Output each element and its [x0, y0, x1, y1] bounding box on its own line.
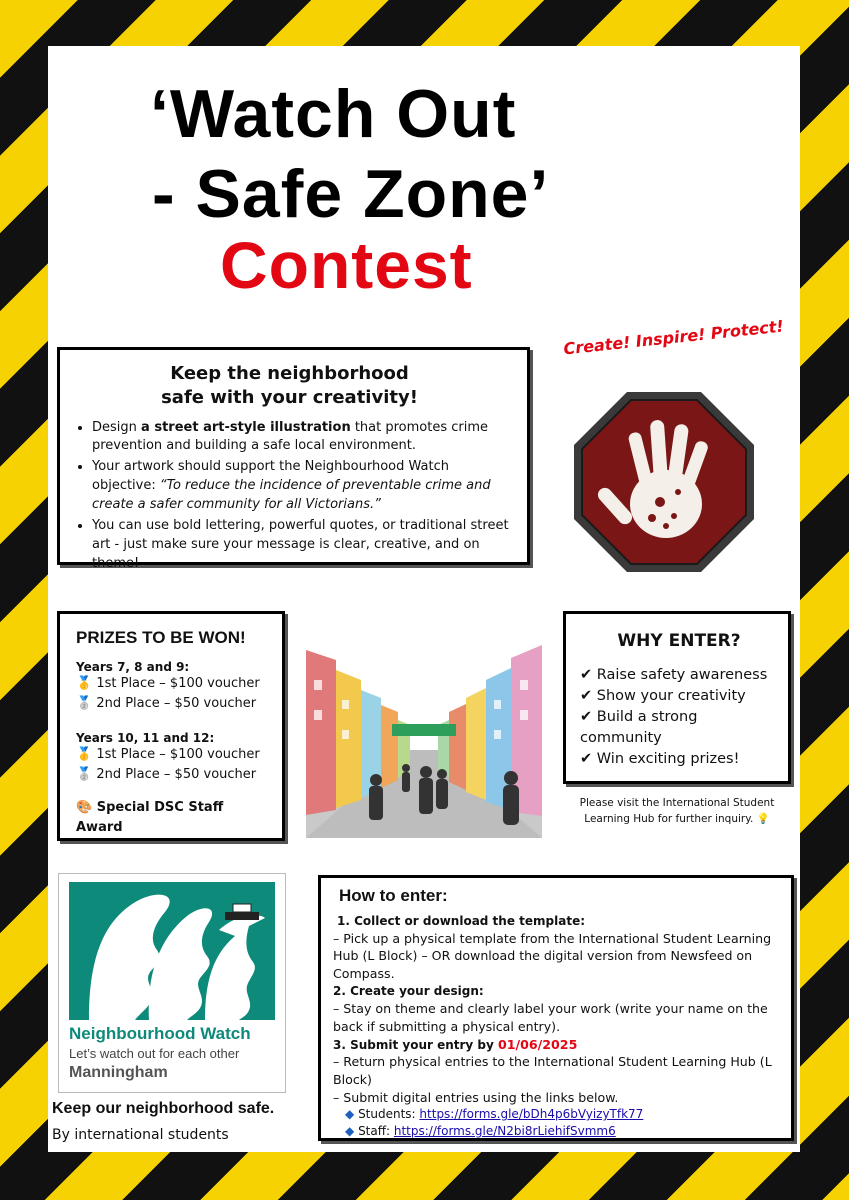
checkmark-icon: ✔ — [580, 666, 593, 683]
palette-icon: 🎨 — [76, 800, 93, 815]
special-award: 🎨 Special DSC Staff Award — [76, 800, 224, 835]
title-contest: Contest — [220, 228, 473, 302]
intro-bullet-3: • You can use bold lettering, powerful quotes, or traditional street art - just make sure your message is clear, creative, and on theme! — [92, 517, 513, 574]
checkmark-icon: ✔ — [580, 708, 593, 725]
intro-bullet-1: • Design a street art-style illustration that promotes crime prevention and building a safe local environment. — [92, 419, 513, 457]
slogan: Create! Inspire! Protect! — [562, 316, 785, 359]
prize-juniors-first: 🥇 1st Place – $100 voucher — [76, 676, 260, 691]
students-form-link[interactable]: https://forms.gle/bDh4p6bVyizyTfk77 — [419, 1107, 644, 1122]
how-heading: How to enter: — [339, 886, 448, 905]
footer-byline: By international students — [52, 1127, 229, 1143]
diamond-bullet-icon: ◆ — [345, 1123, 355, 1138]
checkmark-icon: ✔ — [580, 687, 593, 704]
why-heading: WHY ENTER? — [617, 631, 741, 651]
why-item-2: ✔ Show your creativity — [580, 687, 746, 704]
gold-medal-icon: 🥇 — [76, 747, 93, 762]
step-3-text-1: – Return physical entries to the International Student Learning Hub (L Block) — [333, 1054, 772, 1087]
step-3-text-2: – Submit digital entries using the links below. — [333, 1089, 619, 1105]
prizes-heading: PRIZES TO BE WON! — [76, 628, 246, 647]
prize-seniors-first: 🥇 1st Place – $100 voucher — [76, 747, 260, 762]
staff-form-link[interactable]: https://forms.gle/N2bi8rLiehifSvmm6 — [393, 1123, 616, 1138]
why-item-4: ✔ Win exciting prizes! — [580, 751, 740, 767]
prize-seniors-second: 🥈 2nd Place – $50 voucher — [76, 766, 257, 782]
step-2-text: – Stay on theme and clearly label your work (write your name on the back if submitting a physical entry). — [333, 1001, 768, 1034]
gold-medal-icon: 🥇 — [76, 676, 93, 691]
prize-group-juniors: Years 7, 8 and 9: — [76, 660, 190, 674]
why-item-3: ✔ Build a strong community — [580, 708, 698, 746]
intro-heading-1: Keep the neighborhood — [170, 363, 409, 384]
street-scene-illustration — [306, 640, 542, 838]
faces-silhouette-icon — [69, 882, 275, 1020]
intro-box — [57, 347, 530, 571]
intro-bullets — [66, 419, 513, 574]
visit-note: Please visit the International Student Learning Hub for further inquiry. 💡 — [579, 797, 775, 825]
logo-location-text: Manningham — [69, 1064, 168, 1081]
neighbourhood-watch-logo — [58, 873, 286, 1093]
prizes-box — [57, 611, 285, 841]
how-to-enter-box — [318, 875, 794, 1141]
logo-brand-text: Neighbourhood Watch — [69, 1024, 251, 1043]
why-enter-box — [563, 611, 791, 784]
checkmark-icon: ✔ — [580, 751, 593, 767]
prize-group-seniors: Years 10, 11 and 12: — [76, 731, 215, 745]
title-line-2: - Safe Zone’ — [152, 156, 550, 232]
staff-link-row: ◆ Staff: https://forms.gle/N2bi8rLiehifSvmm6 — [345, 1123, 616, 1138]
step-2-title: 2. Create your design: — [333, 984, 484, 999]
students-link-row: ◆ Students: https://forms.gle/bDh4p6bVyizyTfk77 — [345, 1107, 644, 1122]
prize-juniors-second: 🥈 2nd Place – $50 voucher — [76, 695, 257, 711]
step-1-text: – Pick up a physical template from the International Student Learning Hub (L Block) – OR download the digital version from Newsfeed on Compass. — [333, 930, 772, 981]
silver-medal-icon: 🥈 — [76, 766, 93, 782]
step-3-title: 3. Submit your entry by 01/06/2025 — [333, 1036, 578, 1052]
logo-tagline-text: Let’s watch out for each other — [69, 1046, 240, 1061]
intro-heading-2: safe with your creativity! — [161, 387, 418, 409]
silver-medal-icon: 🥈 — [76, 695, 93, 711]
deadline-date: 01/06/2025 — [498, 1036, 578, 1052]
why-item-1: ✔ Raise safety awareness — [580, 666, 768, 683]
intro-bullet-2: • Your artwork should support the Neighbourhood Watch objective: “To reduce the incidence of preventable crime and create a safer community for all Victorians.” — [92, 458, 513, 515]
step-1-title: 1. Collect or download the template: — [337, 913, 586, 928]
lightbulb-icon: 💡 — [756, 812, 770, 825]
stop-hand-sign-image — [574, 392, 754, 572]
footer-tagline: Keep our neighborhood safe. — [52, 1100, 275, 1117]
title-line-1: ‘Watch Out — [150, 76, 517, 152]
diamond-bullet-icon: ◆ — [345, 1107, 355, 1122]
